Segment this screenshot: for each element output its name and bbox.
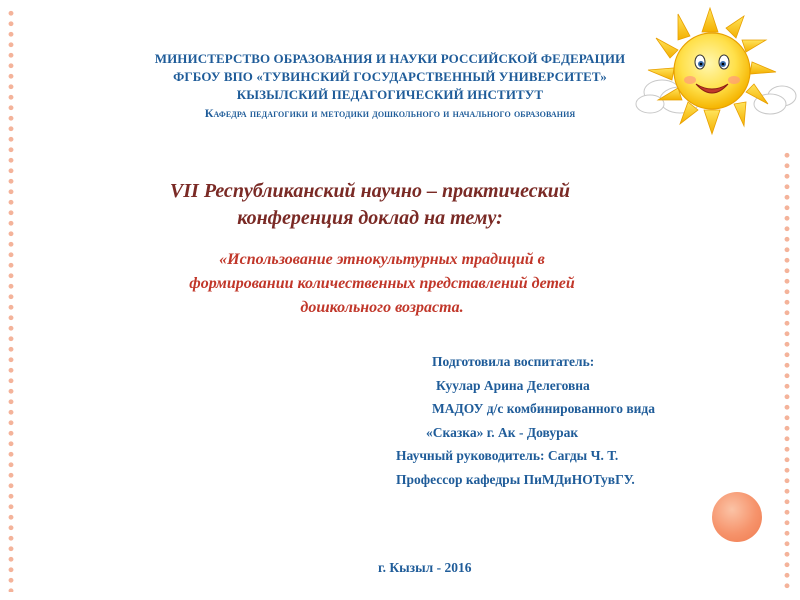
topic-line-2: формировании количественных представлений детей bbox=[189, 275, 575, 292]
department-line: Кафедра педагогики и методики дошкольного и начального образования bbox=[204, 106, 576, 120]
ministry-line: МИНИСТЕРСТВО ОБРАЗОВАНИЯ И НАУКИ РОССИЙСКОЙ ФЕДЕРАЦИИ bbox=[154, 51, 626, 66]
left-dotted-border bbox=[6, 8, 16, 592]
university-line: ФГБОУ ВПО «ТУВИНСКИЙ ГОСУДАРСТВЕННЫЙ УНИВЕРСИТЕТ» bbox=[173, 69, 607, 84]
conference-title bbox=[80, 178, 660, 232]
topic-line-1: «Использование этнокультурных традиций в bbox=[219, 251, 545, 268]
orange-circle-decoration bbox=[712, 492, 762, 542]
city-year: г. Кызыл - 2016 bbox=[378, 560, 472, 575]
author-org-line-2: «Сказка» г. Ак - Довурак bbox=[426, 424, 579, 440]
institute-line: КЫЗЫЛСКИЙ ПЕДАГОГИЧЕСКИЙ ИНСТИТУТ bbox=[236, 87, 544, 102]
author-org-line-1: МАДОУ д/с комбинированного вида bbox=[432, 401, 655, 416]
right-dotted-border bbox=[782, 150, 792, 590]
institution-header bbox=[80, 50, 700, 122]
report-topic bbox=[92, 248, 672, 320]
author-name: Куулар Арина Делеговна bbox=[436, 377, 590, 393]
prepared-by-label: Подготовила воспитатель: bbox=[432, 354, 595, 369]
topic-line-3: дошкольного возраста. bbox=[300, 299, 464, 316]
author-block bbox=[380, 350, 780, 491]
conference-line-1: VII Республиканский научно – практический bbox=[169, 180, 571, 202]
supervisor-line: Научный руководитель: Сагды Ч. Т. bbox=[396, 448, 619, 463]
conference-line-2: конференция доклад на тему: bbox=[237, 207, 503, 229]
supervisor-position: Профессор кафедры ПиМДиНОТувГУ. bbox=[396, 471, 635, 487]
